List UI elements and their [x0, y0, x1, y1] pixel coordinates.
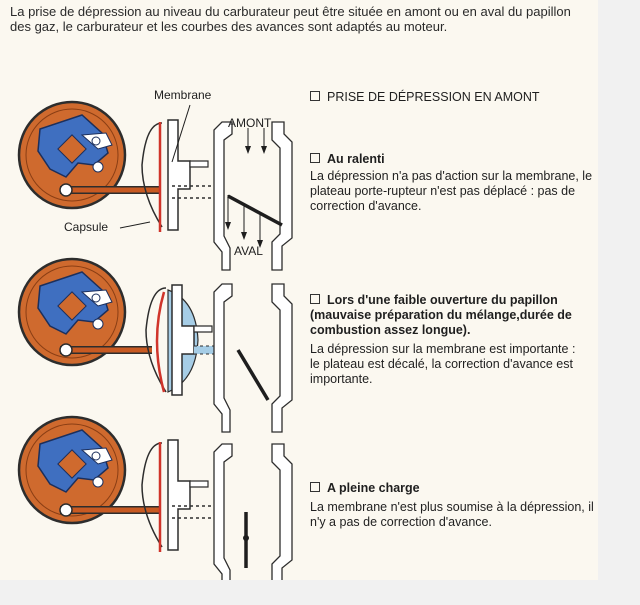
- intro-paragraph: La prise de dépression au niveau du carburateur peut être située en amont ou en aval du papillon des gaz, le carburateur et les courbes des avances sont adaptés au moteur.: [10, 4, 571, 34]
- section-heading: Lors d'une faible ouverture du papillon (mauvaise préparation du mélange,durée de combustion assez longue).: [310, 293, 572, 337]
- section-heading: Au ralenti: [310, 152, 595, 167]
- diagram-partial-throttle: [19, 259, 292, 432]
- section-full-load: [310, 481, 595, 530]
- label-aval: AVAL: [234, 244, 263, 258]
- checkbox-icon: [310, 153, 320, 163]
- label-membrane: Membrane: [154, 88, 212, 102]
- section-title: PRISE DE DÉPRESSION EN AMONT: [310, 90, 540, 104]
- checkbox-icon: [310, 482, 320, 492]
- section-partial-throttle: [310, 293, 595, 387]
- section-body: La dépression sur la membrane est importante : le plateau est décalé, la correction d'avance est importante.: [310, 342, 576, 386]
- diagram-full-load: [19, 417, 292, 580]
- label-capsule: Capsule: [64, 220, 109, 234]
- section-body: La membrane n'est plus soumise à la dépression, il n'y a pas de correction d'avance.: [310, 500, 594, 529]
- section-body: La dépression n'a pas d'action sur la membrane, le plateau porte-rupteur n'est pas déplacé : pas de correction d'avance.: [310, 169, 593, 213]
- checkbox-icon: [310, 91, 320, 101]
- section-heading: A pleine charge: [310, 481, 595, 496]
- label-amont: AMONT: [228, 116, 272, 130]
- checkbox-icon: [310, 294, 320, 304]
- section-idle: [310, 152, 595, 214]
